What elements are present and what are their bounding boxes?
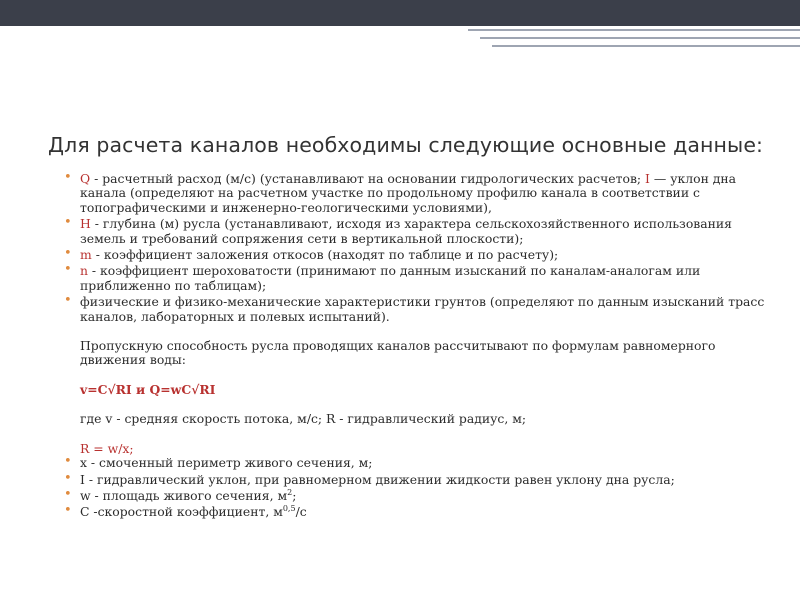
bullet-icon: • (64, 454, 72, 470)
paragraph-where: где v - средняя скорость потока, м/с; R - гидравлический радиус, м; (80, 411, 527, 427)
list-item: • n - коэффициент шероховатости (принимают по данным изысканий по каналам-аналогам или приближенно по таблицам); (64, 262, 701, 293)
bullet-icon: • (64, 293, 72, 309)
list-item: • физические и физико-механические характеристики грунтов (определяют по данным изысканий трасс каналов, лабораторных и полевых испытаний). (64, 293, 765, 324)
formula-r: R = w/x; (80, 440, 134, 456)
list-item: • Q - расчетный расход (м/с) (устанавливают на основании гидрологических расчетов; I — уклон дна канала (определяют на расчетном участке по продольному профилю канала в соответствии с топографическими и инженерно-геологическими условиями), (64, 170, 737, 215)
bullet-icon: • (64, 262, 72, 278)
decorative-stripes (0, 26, 800, 50)
bullet-icon: • (64, 486, 72, 502)
bullet-icon: • (64, 170, 72, 185)
slide-title: Для расчета каналов необходимы следующие основные данные: (48, 133, 764, 157)
paragraph-throughput: Пропускную способность русла проводящих каналов рассчитывают по формулам равномерного движения воды: (80, 338, 716, 368)
formula-main: v=C√RI и Q=wC√RI (80, 381, 216, 397)
bullet-icon: • (64, 246, 72, 262)
bullet-icon: • (64, 470, 72, 486)
list-item: • x - смоченный периметр живого сечения, м; (64, 454, 373, 471)
bullet-icon: • (64, 215, 72, 231)
list-item: • I - гидравлический уклон, при равномерном движении жидкости равен уклону дна русла; (64, 470, 675, 487)
list-item: • m - коэффициент заложения откосов (находят по таблице и по расчету); (64, 246, 559, 263)
list-item: • Н - глубина (м) русла (устанавливают, исходя из характера сельскохозяйственного использования земель и требований сопряжения сети в вертикальной плоскости); (64, 215, 732, 246)
list-item: • w - площадь живого сечения, $м^2$; (64, 486, 297, 503)
slide-content (64, 170, 770, 522)
list-item: • С -скоростной коэффициент, $м^{0,5}/с$ (64, 503, 307, 520)
bullet-icon: • (64, 503, 72, 519)
top-bar (0, 0, 800, 26)
